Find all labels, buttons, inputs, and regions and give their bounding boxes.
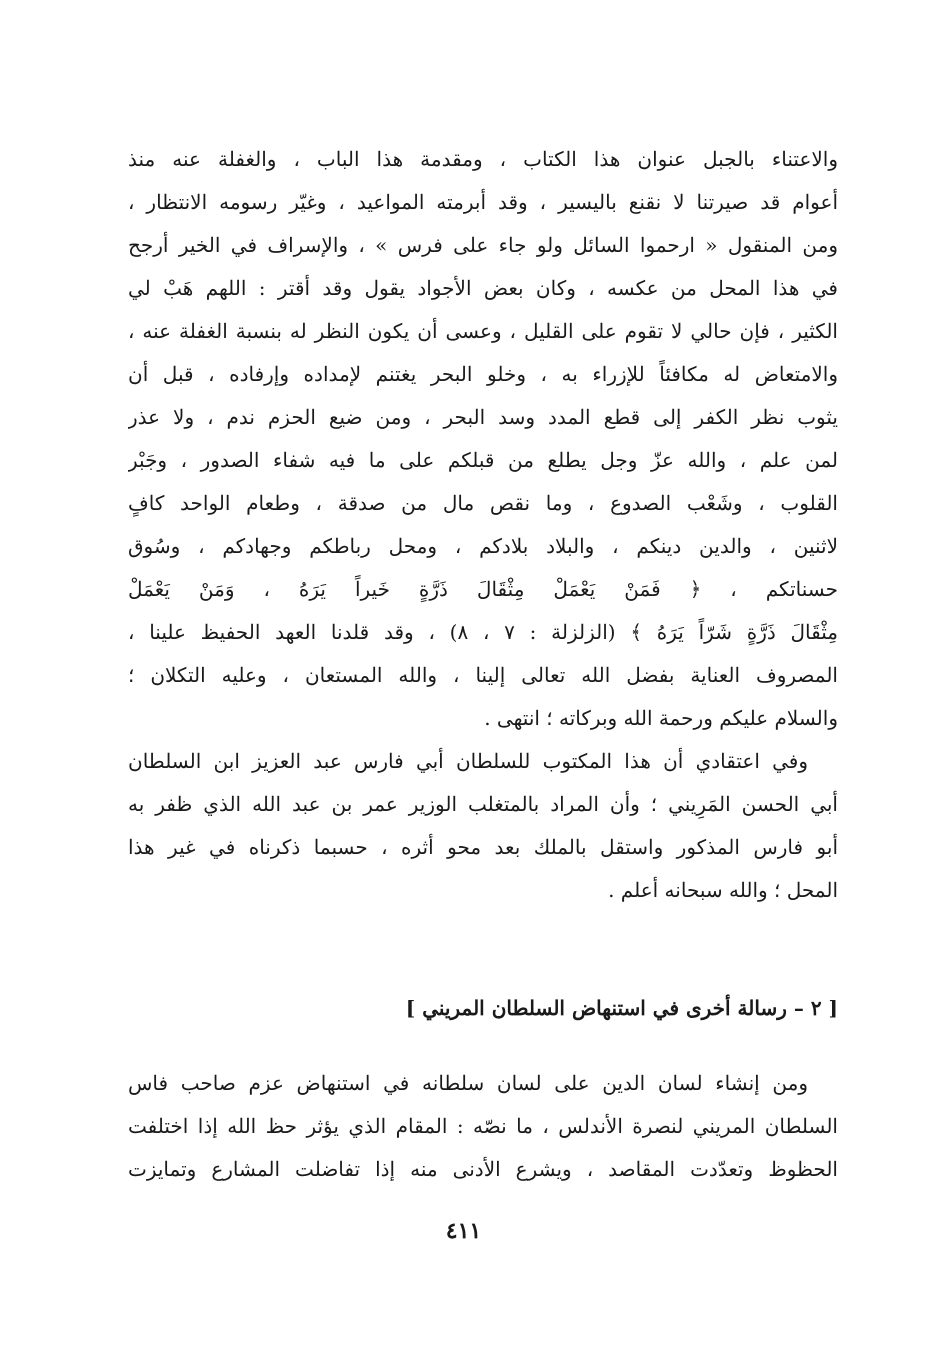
section-2-line-2: السلطان المريني لنصرة الأندلس ، ما نصّه : المقام الذي يؤثر حظ الله إذا اختلفت xyxy=(128,1114,838,1138)
text-line-6: والامتعاض له مكافئاً للإزراء به ، وخلو البحر يغتنم لإمداده وإرفاده ، قبل أن xyxy=(128,362,838,386)
text-line-12: مِثْقَالَ ذَرَّةٍ شَرّاً يَرَهُ ﴾ (الزلزلة : ٧ ، ٨) ، وقد قلدنا العهد الحفيظ علينا ، xyxy=(128,620,838,644)
text-line-1: والاعتناء بالجبل عنوان هذا الكتاب ، ومقدمة هذا الباب ، والغفلة عنه منذ xyxy=(128,147,838,171)
text-line-11: حسناتكم ، ﴿ فَمَنْ يَعْمَلْ مِثْقَالَ ذَرَّةٍ خَيراً يَرَهُ ، وَمَنْ يَعْمَلْ xyxy=(128,577,838,601)
text-line-16: أبي الحسن المَرِيني ؛ وأن المراد بالمتغلب الوزير عمر بن عبد الله الذي ظفر به xyxy=(128,792,838,816)
text-line-8: لمن علم ، والله عزّ وجل يطلع من قبلكم على ما فيه شفاء الصدور ، وجَبْر xyxy=(128,448,838,472)
page-number: ٤١١ xyxy=(445,1218,482,1244)
text-line-17: أبو فارس المذكور واستقل بالملك بعد محو أثره ، حسبما ذكرناه في غير هذا xyxy=(128,835,838,859)
text-line-3: ومن المنقول « ارحموا السائل ولو جاء على فرس » ، والإسراف في الخير أرجح xyxy=(128,233,838,257)
body-text xyxy=(128,138,838,912)
text-line-2: أعوام قد صيرتنا لا نقنع باليسير ، وقد أبرمته المواعيد ، وغيّر رسومه الانتظار ، xyxy=(128,190,838,214)
text-line-4: في هذا المحل من عكسه ، وكان بعض الأجواد يقول وقد أقتر : اللهم هَبْ لي xyxy=(128,276,838,300)
section-2-line-1: ومن إنشاء لسان الدين على لسان سلطانه في استنهاض عزم صاحب فاس xyxy=(128,1071,808,1095)
section-2-text xyxy=(128,1062,838,1191)
text-line-9: القلوب ، وشَعْب الصدوع ، وما نقص مال من صدقة ، وطعام الواحد كافٍ xyxy=(128,491,838,515)
text-line-14: والسلام عليكم ورحمة الله وبركاته ؛ انتهى . xyxy=(484,706,838,730)
text-line-10: لاثنين ، والدين دينكم ، والبلاد بلادكم ، ومحل رباطكم وجهادكم ، وسُوق xyxy=(128,534,838,558)
text-line-18: المحل ؛ والله سبحانه أعلم . xyxy=(608,878,838,902)
text-line-5: الكثير ، فإن حالي لا تقوم على القليل ، وعسى أن يكون النظر له بنسبة الغفلة عنه ، xyxy=(128,319,838,343)
section-2-line-3: الحظوظ وتعدّدت المقاصد ، ويشرع الأدنى منه إذا تفاضلت المشارع وتمايزت xyxy=(128,1157,838,1181)
section-heading: [ ٢ – رسالة أخرى في استنهاض السلطان المريني ] xyxy=(405,996,838,1020)
text-line-7: يثوب نظر الكفر إلى قطع المدد وسد البحر ، ومن ضيع الحزم ندم ، ولا عذر xyxy=(128,405,838,429)
text-line-13: المصروف العناية بفضل الله تعالى إلينا ، والله المستعان ، وعليه التكلان ؛ xyxy=(128,663,838,687)
text-line-15: وفي اعتقادي أن هذا المكتوب للسلطان أبي فارس عبد العزيز ابن السلطان xyxy=(128,749,808,773)
